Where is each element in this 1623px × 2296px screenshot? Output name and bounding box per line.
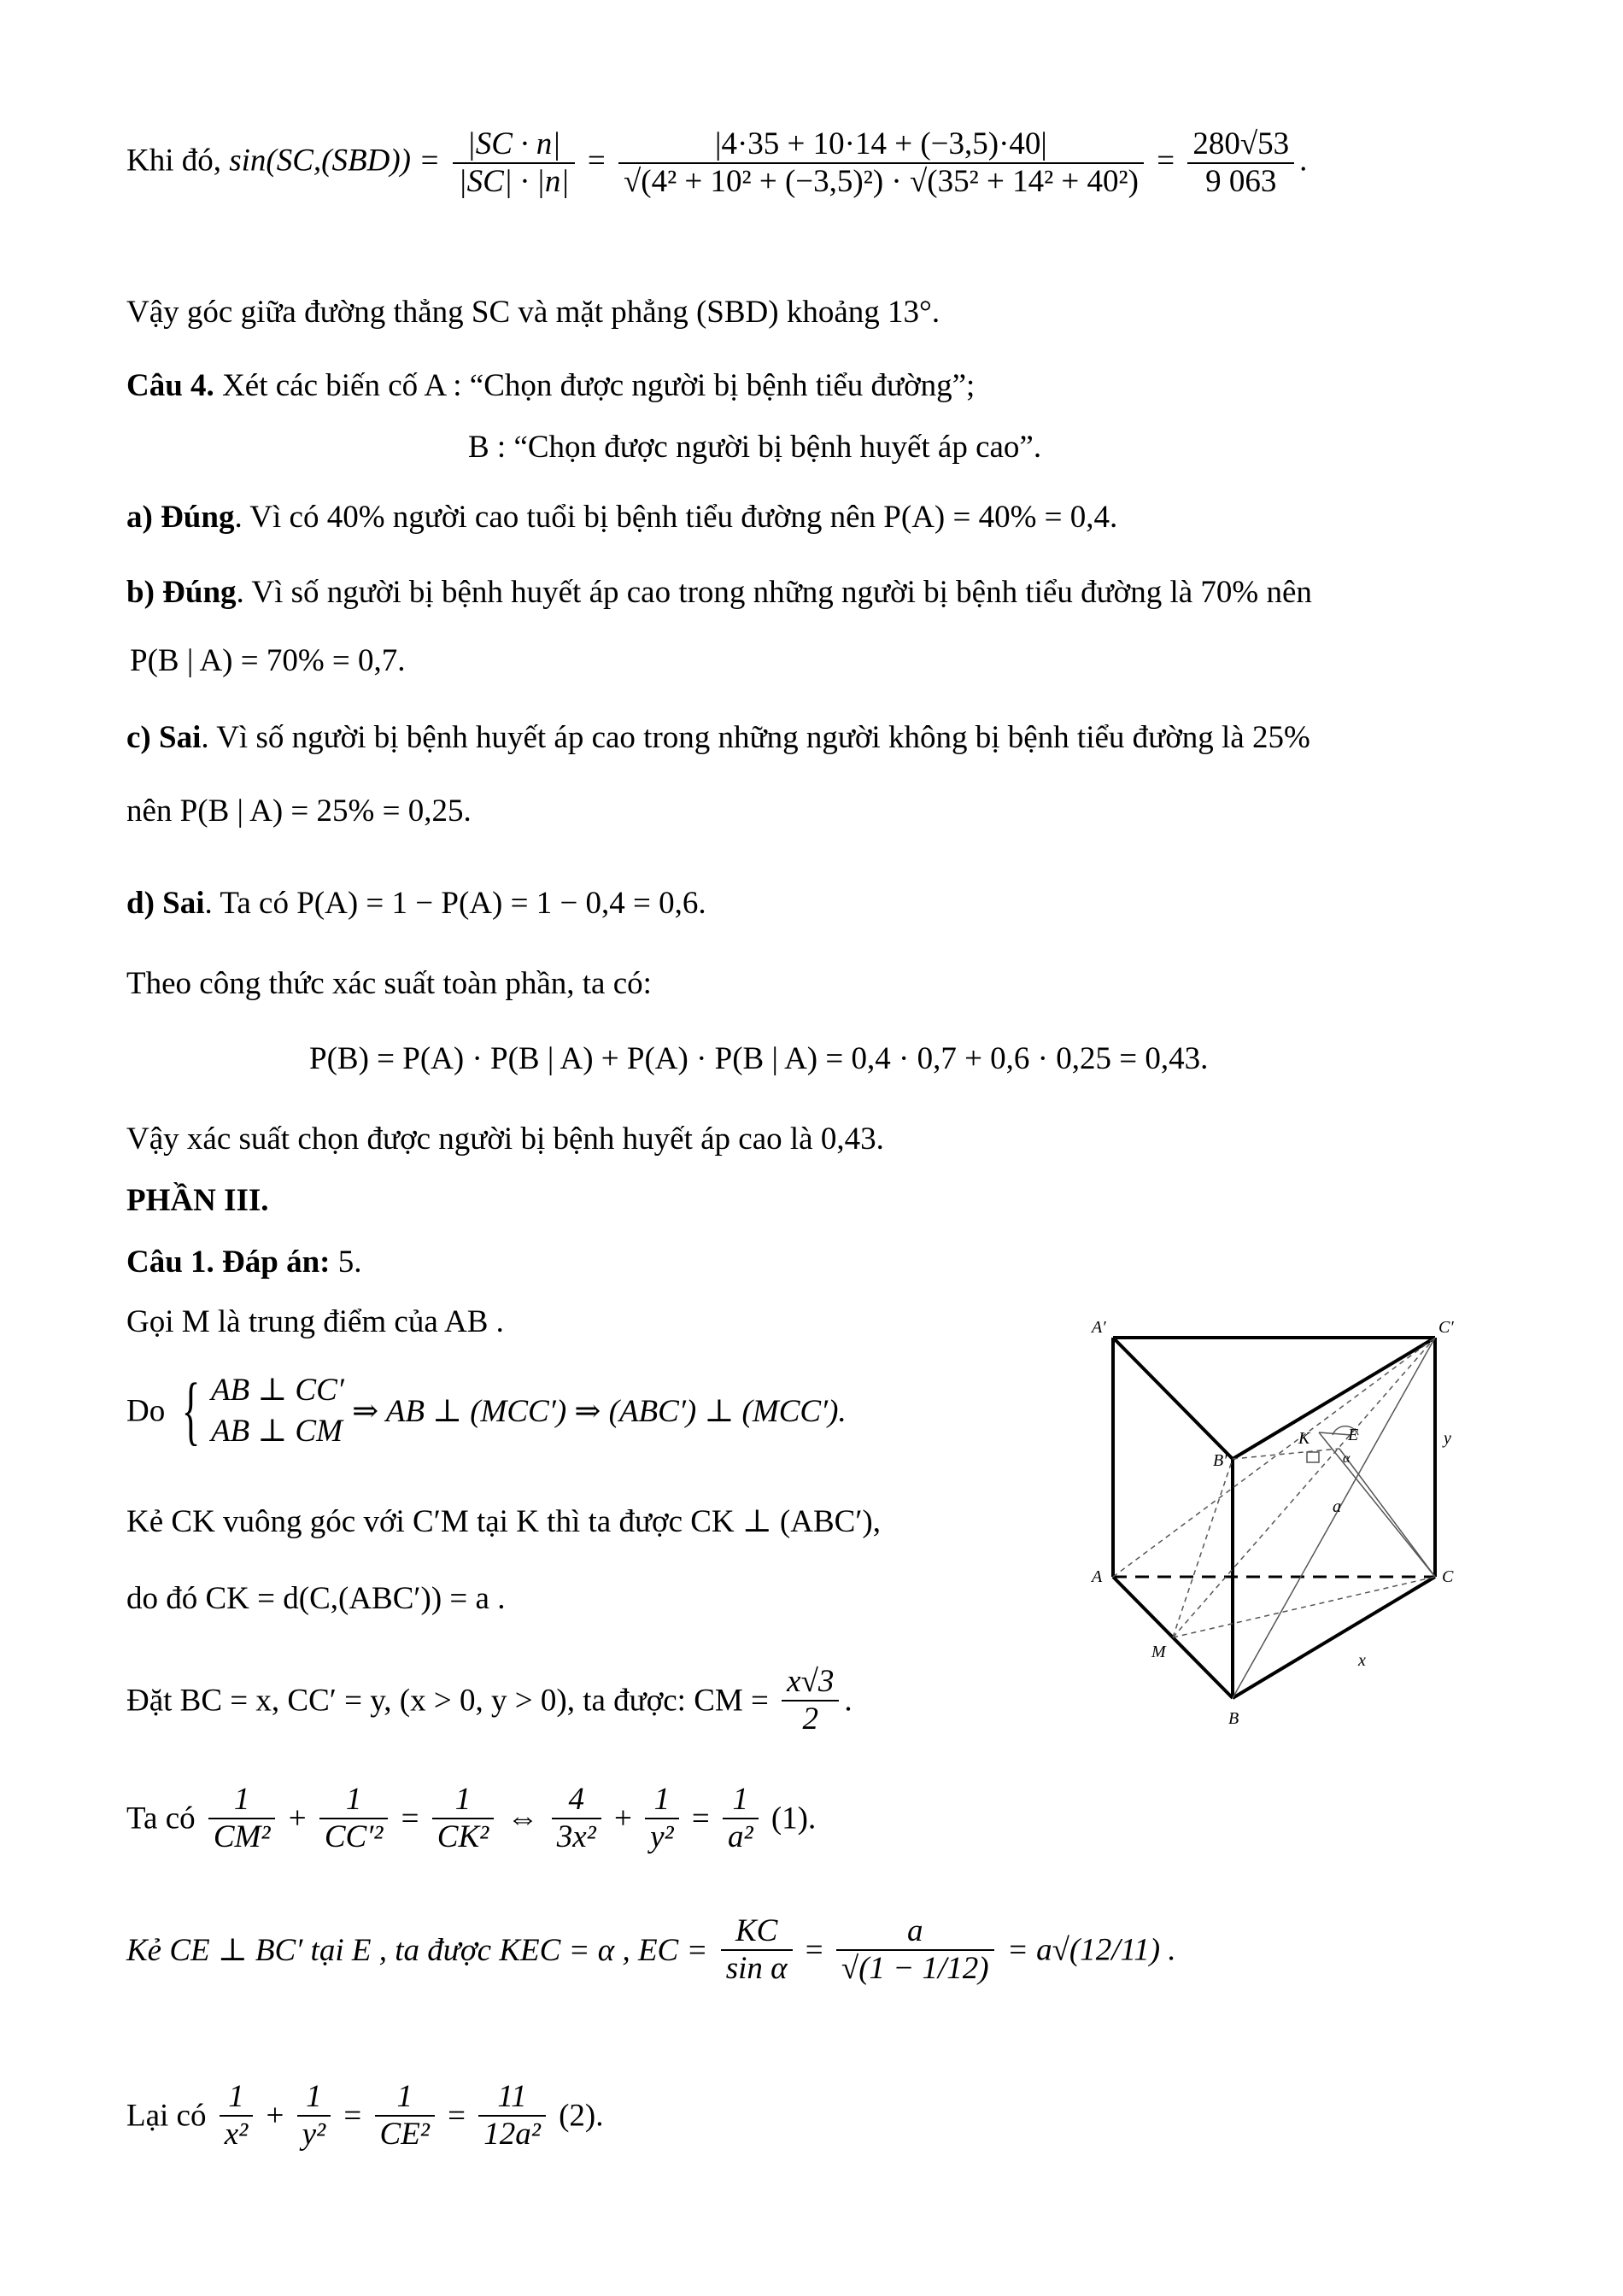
result-num: 280√53 [1187,126,1294,164]
s7-frac2 [836,1913,994,1987]
step8-pre: Lại có [126,2098,207,2134]
s6-f5d: y² [650,1819,674,1854]
prism-figure [1076,1307,1486,1734]
frac-vectors [453,126,574,200]
s6-frac5 [645,1782,679,1855]
line1-prefix: Khi đó, [126,143,221,179]
s7-f2n: a [836,1913,994,1951]
s6-frac2 [319,1782,389,1855]
s6-frac4 [552,1782,601,1855]
s6-f1n: 1 [208,1782,276,1819]
angle-conclusion: Vậy góc giữa đường thẳng SC và mặt phẳng (SBD) khoảng 13°. [126,295,940,330]
s8-f3d: CE² [379,2117,430,2152]
frac1-num: |SC · n| [453,126,574,164]
label-m: M [1151,1643,1166,1661]
item-c-line2: nên P(B | A) = 25% = 0,25. [126,794,472,829]
label-b: B [1228,1709,1239,1728]
label-b-prime: B′ [1213,1451,1228,1470]
frac2-num: |4·35 + 10·14 + (−3,5)·40| [618,126,1144,164]
formula-intro: Theo công thức xác suất toàn phần, ta có: [126,966,652,1001]
s6-f4n: 4 [552,1782,601,1819]
s6-f6d: a² [728,1819,753,1854]
s6-frac6 [723,1782,759,1855]
sine-formula-line: Khi đó, sin(SC,(SBD)) = $\frac{|SC \cdot n|}{|SC| \cdot |n|}$ = $\frac{|4\cdot 35 + 10\cdot 14 + (-3,5)\cdot 40|}{\text{√(4² + 10² + (−3,5)²) · √(35² + 14² + 40²)}}$ = $\frac{280√53}{9 063}$ . [126,126,1308,199]
s6-iff: ⇔ [507,1801,539,1836]
q4-intro [126,367,975,405]
label-a: A [1092,1567,1103,1586]
s8-frac2 [297,2079,331,2152]
step6: Ta có $\frac{1}{\text{CM²}}$ + $\frac{1}{\text{CC′²}}$ = $\frac{1}{\text{CK²}}$ ⇔ $\frac{4}{\text{3x²}}$ + $\frac{1}{\text{y²}}$ = $\frac{1}{\text{a²}}$ (1). [126,1782,817,1854]
step7: Kẻ CE ⊥ BC′ tại E , ta được KEC = α , EC = $\frac{KC}{\text{sin α}}$ = $\frac{a}{√(1 - 1/12)}$ = a√(12/11) . [126,1913,1176,1986]
total-probability-formula: P(B) = P(A) · P(B | A) + P(A) · P(B | A) = 0,4 · 0,7 + 0,6 · 0,25 = 0,43. [309,1041,1209,1076]
frac2-den: √(4² + 10² + (−3,5)²) · √(35² + 14² + 40²) [623,164,1139,199]
s6-frac3 [432,1782,494,1855]
s6-f5n: 1 [645,1782,679,1819]
system-rows [211,1370,344,1452]
item-d-label: d) Sai [126,886,205,921]
label-c: C [1442,1567,1454,1586]
system-row2: AB ⊥ CM [210,1414,343,1449]
s8-f4d: 12a² [483,2117,541,2152]
step5: Đặt BC = x, CC′ = y, (x > 0, y > 0), ta được: CM = $\frac{x√3}{2}$ . [126,1664,853,1737]
s6-f2d: CC′² [324,1819,384,1854]
q1-label: Câu 1. Đáp án: [126,1245,331,1280]
item-b-label: b) Đúng [126,575,237,610]
step6-pre: Ta có [126,1801,196,1836]
s7-f1n: KC [721,1913,793,1951]
system-brace: { [182,1368,201,1453]
label-e: E [1348,1426,1359,1444]
s6-eq: = [401,1801,419,1836]
q1-answer-value: 5. [337,1245,362,1280]
s8-f1d: x² [224,2117,249,2152]
label-a-small: a [1333,1497,1341,1516]
label-c-prime: C′ [1438,1318,1454,1337]
s8-tag: (2). [559,2098,604,2134]
item-c [126,719,1310,757]
s6-frac1 [208,1782,276,1855]
s6-f2n: 1 [319,1782,389,1819]
item-d [126,885,706,922]
result-den: 9 063 [1205,164,1277,199]
s8-f1n: 1 [220,2079,254,2117]
part3-heading: PHẦN III. [126,1183,269,1218]
item-b-line2: P(B | A) = 70% = 0,7. [130,643,406,678]
s6-f1d: CM² [213,1819,271,1854]
item-b [126,574,1312,612]
s8-f4n: 11 [478,2079,546,2117]
s8-f3n: 1 [375,2079,435,2117]
item-a-label: a) Đúng [126,500,235,535]
step4: do đó CK = d(C,(ABC′)) = a . [126,1581,506,1616]
s6-f3d: CK² [437,1819,489,1854]
s7-f1d: sin α [725,1951,788,1986]
frac-numbers [618,126,1144,200]
frac-result [1187,126,1294,200]
cm-fraction [782,1664,839,1737]
q4-event-b: B : “Chọn được người bị bệnh huyết áp cao”. [468,430,1042,465]
cm-den: 2 [802,1702,819,1737]
label-k: K [1298,1429,1310,1448]
system-row1: AB ⊥ CC′ [210,1373,344,1408]
item-b-text: . Vì số người bị bệnh huyết áp cao trong những người bị bệnh tiểu đường là 70% nên [236,575,1312,610]
s6-f6n: 1 [723,1782,759,1819]
item-d-text: . Ta có P(A) = 1 − P(A) = 1 − 0,4 = 0,6. [204,886,706,921]
label-alpha: α [1343,1451,1351,1466]
label-a-prime: A′ [1092,1318,1106,1337]
step2 [126,1370,847,1452]
s6-tag: (1). [770,1801,817,1836]
s8-f2d: y² [302,2117,326,2152]
step8: Lại có $\frac{1}{\text{x²}}$ + $\frac{1}{\text{y²}}$ = $\frac{1}{\text{CE²}}$ = $\frac{11}{\text{12a²}}$ (2). [126,2079,604,2152]
step2-rest: ⇒ AB ⊥ (MCC′) ⇒ (ABC′) ⊥ (MCC′). [352,1394,847,1429]
probability-conclusion: Vậy xác suất chọn được người bị bệnh huyết áp cao là 0,43. [126,1122,884,1157]
step2-do: Do [126,1393,166,1429]
s7-frac1 [721,1913,793,1987]
step3: Kẻ CK vuông góc với C′M tại K thì ta được CK ⊥ (ABC′), [126,1504,881,1539]
step1: Gọi M là trung điểm của AB . [126,1304,504,1339]
item-c-text: . Vì số người bị bệnh huyết áp cao trong những người không bị bệnh tiểu đường là 25% [201,720,1310,755]
step5-text: Đặt BC = x, CC′ = y, (x > 0, y > 0), ta được: CM = [126,1683,769,1719]
s8-frac1 [220,2079,254,2152]
step7-post: = a√(12/11) . [1006,1932,1176,1968]
step7-pre: Kẻ CE ⊥ BC′ tại E , ta được KEC = α , EC = [126,1933,708,1968]
q4-label: Câu 4. [126,368,214,403]
s7-f2d: √(1 − 1/12) [841,1951,989,1986]
item-a-text: . Vì có 40% người cao tuổi bị bệnh tiểu đường nên P(A) = 40% = 0,4. [234,500,1118,535]
cm-num: x√3 [782,1664,839,1702]
item-a [126,499,1117,536]
label-x: x [1358,1651,1366,1670]
label-y: y [1444,1429,1451,1448]
item-c-label: c) Sai [126,720,202,755]
s6-plus: + [288,1801,307,1836]
s6-f3n: 1 [432,1782,494,1819]
s6-f4d: 3x² [556,1819,596,1854]
line1-lhs: sin(SC,(SBD)) = [229,143,441,179]
s8-frac4 [478,2079,546,2152]
s8-frac3 [375,2079,435,2152]
q1-answer [126,1244,362,1281]
frac1-den: |SC| · |n| [458,164,570,199]
s8-f2n: 1 [297,2079,331,2117]
q4-intro-text: Xét các biến cố A : “Chọn được người bị bệnh tiểu đường”; [222,368,976,403]
